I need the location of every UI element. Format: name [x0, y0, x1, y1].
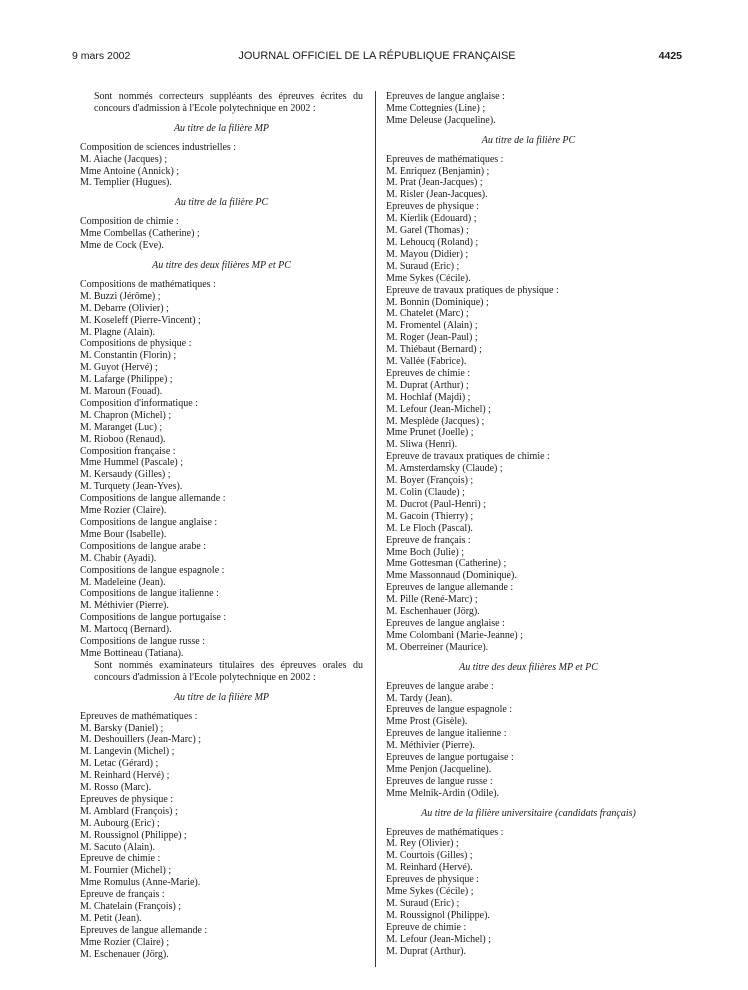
list-group: [386, 827, 671, 958]
list-line: M. Martocq (Bernard).: [80, 624, 172, 636]
list-line: Mme Prunet (Joelle) ;: [386, 427, 474, 439]
list-line: Mme Combellas (Catherine) ;: [80, 228, 200, 240]
list-line: M. Petit (Jean).: [80, 913, 142, 924]
list-line: Composition d'informatique :: [80, 397, 198, 409]
list-line: M. Maroun (Fouad).: [80, 386, 163, 398]
list-line: Epreuve de travaux pratiques de physique :: [386, 284, 559, 296]
list-line: Compositions de langue arabe :: [80, 540, 207, 552]
list-line: M. Guyot (Hervé) ;: [80, 362, 158, 374]
list-line: Mme de Cock (Eve).: [80, 240, 164, 252]
list-line: Epreuves de chimie :: [386, 367, 471, 379]
list-line: Epreuves de langue arabe :: [386, 680, 494, 692]
list-line: M. Plagne (Alain).: [80, 326, 155, 338]
list-line: Epreuves de physique :: [386, 874, 480, 886]
list-line: M. Pille (René-Marc) ;: [386, 594, 478, 606]
right-column: [386, 91, 671, 958]
left-column: [80, 91, 363, 961]
paragraph-line: concours d'admission à l'Ecole polytechnique en 2002 :: [94, 671, 316, 683]
list-line: M. Amsterdamsky (Claude) ;: [386, 463, 503, 475]
section-heading: Au titre des deux filières MP et PC: [459, 661, 598, 673]
list-line: M. Mesplède (Jacques) ;: [386, 415, 485, 427]
intro-paragraph-correcteurs: [80, 91, 363, 115]
list-line: M. Sacuto (Alain).: [80, 841, 155, 853]
list-line: Mme Massonnaud (Dominique).: [386, 570, 517, 582]
list-line: M. Templier (Hugues).: [80, 177, 172, 189]
list-line: Epreuves de langue allemande :: [386, 582, 514, 594]
paragraph-line: Sont nommés correcteurs suppléants des épreuves écrites du: [94, 91, 363, 102]
list-group: [386, 154, 671, 654]
list-line: Compositions de langue russe :: [80, 636, 205, 648]
list-line: M. Duprat (Arthur) ;: [386, 379, 469, 391]
list-line: Compositions de langue espagnole :: [80, 564, 225, 576]
list-line: Mme Prost (Gisèle).: [386, 716, 468, 728]
list-line: M. Turquety (Jean-Yves).: [80, 481, 183, 493]
list-line: M. Thiébaut (Bernard) ;: [386, 344, 482, 356]
list-line: M. Enriquez (Benjamin) ;: [386, 165, 490, 177]
list-line: Mme Rozier (Claire) ;: [80, 936, 170, 948]
list-line: M. Oberreiner (Maurice).: [386, 641, 489, 653]
list-line: M. Duprat (Arthur).: [386, 945, 466, 957]
list-group: [386, 681, 671, 800]
list-line: Epreuves de langue anglaise :: [386, 617, 505, 629]
list-line: M. Vallée (Fabrice).: [386, 356, 467, 368]
list-line: Compositions de physique :: [80, 338, 192, 350]
list-line: Epreuves de physique :: [386, 201, 480, 213]
list-line: M. Rey (Olivier) ;: [386, 838, 459, 850]
list-line: M. Lehoucq (Roland) ;: [386, 236, 479, 248]
list-line: M. Eschenauer (Jörg).: [80, 948, 169, 960]
list-line: M. Suraud (Eric) ;: [386, 260, 460, 272]
list-line: M. Suraud (Eric) ;: [386, 898, 460, 909]
list-group: [80, 216, 363, 252]
list-line: M. Mayou (Didier) ;: [386, 248, 469, 260]
list-line: Mme Gottesman (Catherine) ;: [386, 558, 507, 570]
list-line: Epreuves de mathématiques :: [80, 710, 198, 722]
list-line: M. Risler (Jean-Jacques).: [386, 189, 488, 201]
section-heading: Au titre de la filière MP: [173, 122, 270, 134]
list-line: M. Debarre (Olivier) ;: [80, 302, 169, 314]
list-line: Mme Romulus (Anne-Marie).: [80, 877, 201, 889]
journal-title: JOURNAL OFFICIEL DE LA RÉPUBLIQUE FRANÇAISE: [238, 50, 516, 62]
list-line: M. Fournier (Michel) ;: [80, 865, 172, 877]
paragraph-line: Sont nommés examinateurs titulaires des épreuves orales du: [94, 659, 363, 671]
list-line: Mme Sykes (Cécile) ;: [386, 886, 474, 898]
list-line: Mme Cottegnies (Line) ;: [386, 102, 486, 114]
list-line: M. Buzzi (Jérôme) ;: [80, 290, 161, 302]
page-header: [72, 50, 682, 64]
list-line: M. Aiache (Jacques) ;: [80, 153, 168, 165]
section-heading: Au titre de la filière PC: [481, 134, 576, 146]
section-heading: Au titre de la filière universitaire (candidats français): [421, 807, 636, 819]
column-divider: [375, 91, 376, 967]
list-line: M. Bonnin (Dominique) ;: [386, 296, 489, 308]
issue-date: 9 mars 2002: [72, 50, 131, 62]
list-line: Mme Colombani (Marie-Jeanne) ;: [386, 629, 523, 641]
list-line: M. Chapron (Michel) ;: [80, 409, 172, 421]
list-line: M. Hochlaf (Majdi) ;: [386, 391, 471, 403]
list-line: Mme Antoine (Annick) ;: [80, 165, 180, 177]
list-line: M. Letac (Gérard) ;: [80, 758, 159, 770]
list-line: M. Eschenhauer (Jörg).: [386, 606, 480, 618]
page-number: 4425: [658, 50, 682, 62]
list-line: M. Rioboo (Renaud).: [80, 433, 166, 445]
list-line: M. Courtois (Gilles) ;: [386, 850, 473, 862]
list-line: M. Roussignol (Philippe).: [386, 909, 490, 921]
list-line: Mme Deleuse (Jacqueline).: [386, 114, 496, 126]
list-group: [80, 279, 363, 660]
list-line: Epreuves de langue russe :: [386, 775, 493, 787]
list-line: Epreuves de mathématiques :: [386, 153, 504, 165]
list-line: M. Chabir (Ayadi).: [80, 552, 157, 564]
paragraph-line: concours d'admission à l'Ecole polytechnique en 2002 :: [94, 102, 316, 114]
list-line: M. Koseleff (Pierre-Vincent) ;: [80, 314, 201, 326]
list-line: Compositions de langue allemande :: [80, 493, 226, 505]
list-line: M. Prat (Jean-Jacques) ;: [386, 177, 483, 189]
section-heading: Au titre de la filière PC: [174, 197, 269, 209]
list-line: Mme Boch (Julie) ;: [386, 546, 465, 558]
list-line: M. Kersaudy (Gilles) ;: [80, 469, 171, 481]
list-line: M. Aubourg (Eric) ;: [80, 817, 160, 829]
list-line: Mme Sykes (Cécile).: [386, 272, 471, 284]
list-line: M. Fromentel (Alain) ;: [386, 320, 478, 332]
intro-paragraph-examinateurs: [80, 660, 363, 684]
list-line: M. Roger (Jean-Paul) ;: [386, 332, 478, 344]
list-line: M. Madeleine (Jean).: [80, 576, 166, 588]
list-line: Epreuve de chimie :: [386, 921, 467, 933]
list-line: M. Colin (Claude) ;: [386, 487, 465, 498]
list-line: Compositions de langue portugaise :: [80, 612, 227, 624]
list-line: M. Kierlik (Edouard) ;: [386, 213, 477, 225]
list-line: M. Boyer (François) ;: [386, 475, 474, 487]
list-line: M. Barsky (Daniel) ;: [80, 722, 164, 734]
list-line: Epreuves de mathématiques :: [386, 826, 504, 838]
list-line: Epreuves de langue italienne :: [386, 728, 507, 740]
list-line: Mme Rozier (Claire).: [80, 505, 167, 517]
list-line: M. Chatelet (Marc) ;: [386, 308, 469, 320]
list-line: M. Reinhard (Hervé) ;: [80, 770, 170, 782]
list-line: Composition française :: [80, 445, 176, 457]
list-line: Epreuve de chimie :: [80, 853, 161, 865]
list-group: [80, 142, 363, 190]
list-line: M. Garel (Thomas) ;: [386, 225, 469, 237]
list-line: Epreuve de français :: [80, 889, 165, 901]
list-group: [386, 91, 671, 127]
list-line: Composition de sciences industrielles :: [80, 141, 237, 153]
list-line: Mme Melnik-Ardin (Odile).: [386, 787, 500, 799]
list-line: M. Gacoin (Thierry) ;: [386, 510, 474, 522]
list-line: Mme Bour (Isabelle).: [80, 528, 167, 540]
list-line: Composition de chimie :: [80, 216, 179, 228]
list-line: M. Constantin (Florin) ;: [80, 350, 177, 362]
list-line: Mme Bottineau (Tatiana).: [80, 647, 184, 659]
list-line: Epreuves de langue espagnole :: [386, 704, 513, 716]
list-line: M. Deshouillers (Jean-Marc) ;: [80, 734, 202, 746]
list-line: M. Lefour (Jean-Michel) ;: [386, 933, 491, 945]
list-line: M. Rosso (Marc).: [80, 782, 152, 794]
list-line: M. Langevin (Michel) ;: [80, 746, 175, 758]
list-line: Epreuve de travaux pratiques de chimie :: [386, 451, 550, 463]
section-heading: Au titre des deux filières MP et PC: [152, 259, 291, 271]
list-line: Epreuves de langue anglaise :: [386, 91, 505, 102]
list-line: M. Le Floch (Pascal).: [386, 522, 473, 534]
list-line: Mme Hummel (Pascale) ;: [80, 457, 184, 469]
list-line: M. Chatelain (François) ;: [80, 901, 182, 913]
list-line: M. Méthivier (Pierre).: [80, 600, 169, 612]
list-line: M. Sliwa (Henri).: [386, 439, 458, 451]
list-line: Compositions de langue italienne :: [80, 588, 219, 600]
list-line: Epreuves de physique :: [80, 793, 174, 805]
list-line: Epreuve de français :: [386, 534, 471, 546]
list-line: M. Tardy (Jean).: [386, 692, 453, 704]
list-line: Compositions de langue anglaise :: [80, 517, 218, 528]
list-line: M. Amblard (François) ;: [80, 805, 178, 817]
section-heading: Au titre de la filière MP: [173, 691, 270, 703]
list-line: Epreuves de langue allemande :: [80, 924, 208, 936]
list-line: M. Ducrot (Paul-Henri) ;: [386, 498, 486, 510]
list-line: M. Méthivier (Pierre).: [386, 740, 475, 752]
list-line: M. Reinhard (Hervé).: [386, 862, 473, 874]
list-line: M. Lafarge (Philippe) ;: [80, 374, 173, 386]
list-group: [80, 711, 363, 961]
list-line: Mme Penjon (Jacqueline).: [386, 763, 492, 775]
list-line: Compositions de mathématiques :: [80, 278, 216, 290]
list-line: M. Roussignol (Philippe) ;: [80, 829, 187, 841]
list-line: M. Lefour (Jean-Michel) ;: [386, 403, 491, 415]
list-line: Epreuves de langue portugaise :: [386, 752, 514, 764]
list-line: M. Maranget (Luc) ;: [80, 421, 163, 433]
